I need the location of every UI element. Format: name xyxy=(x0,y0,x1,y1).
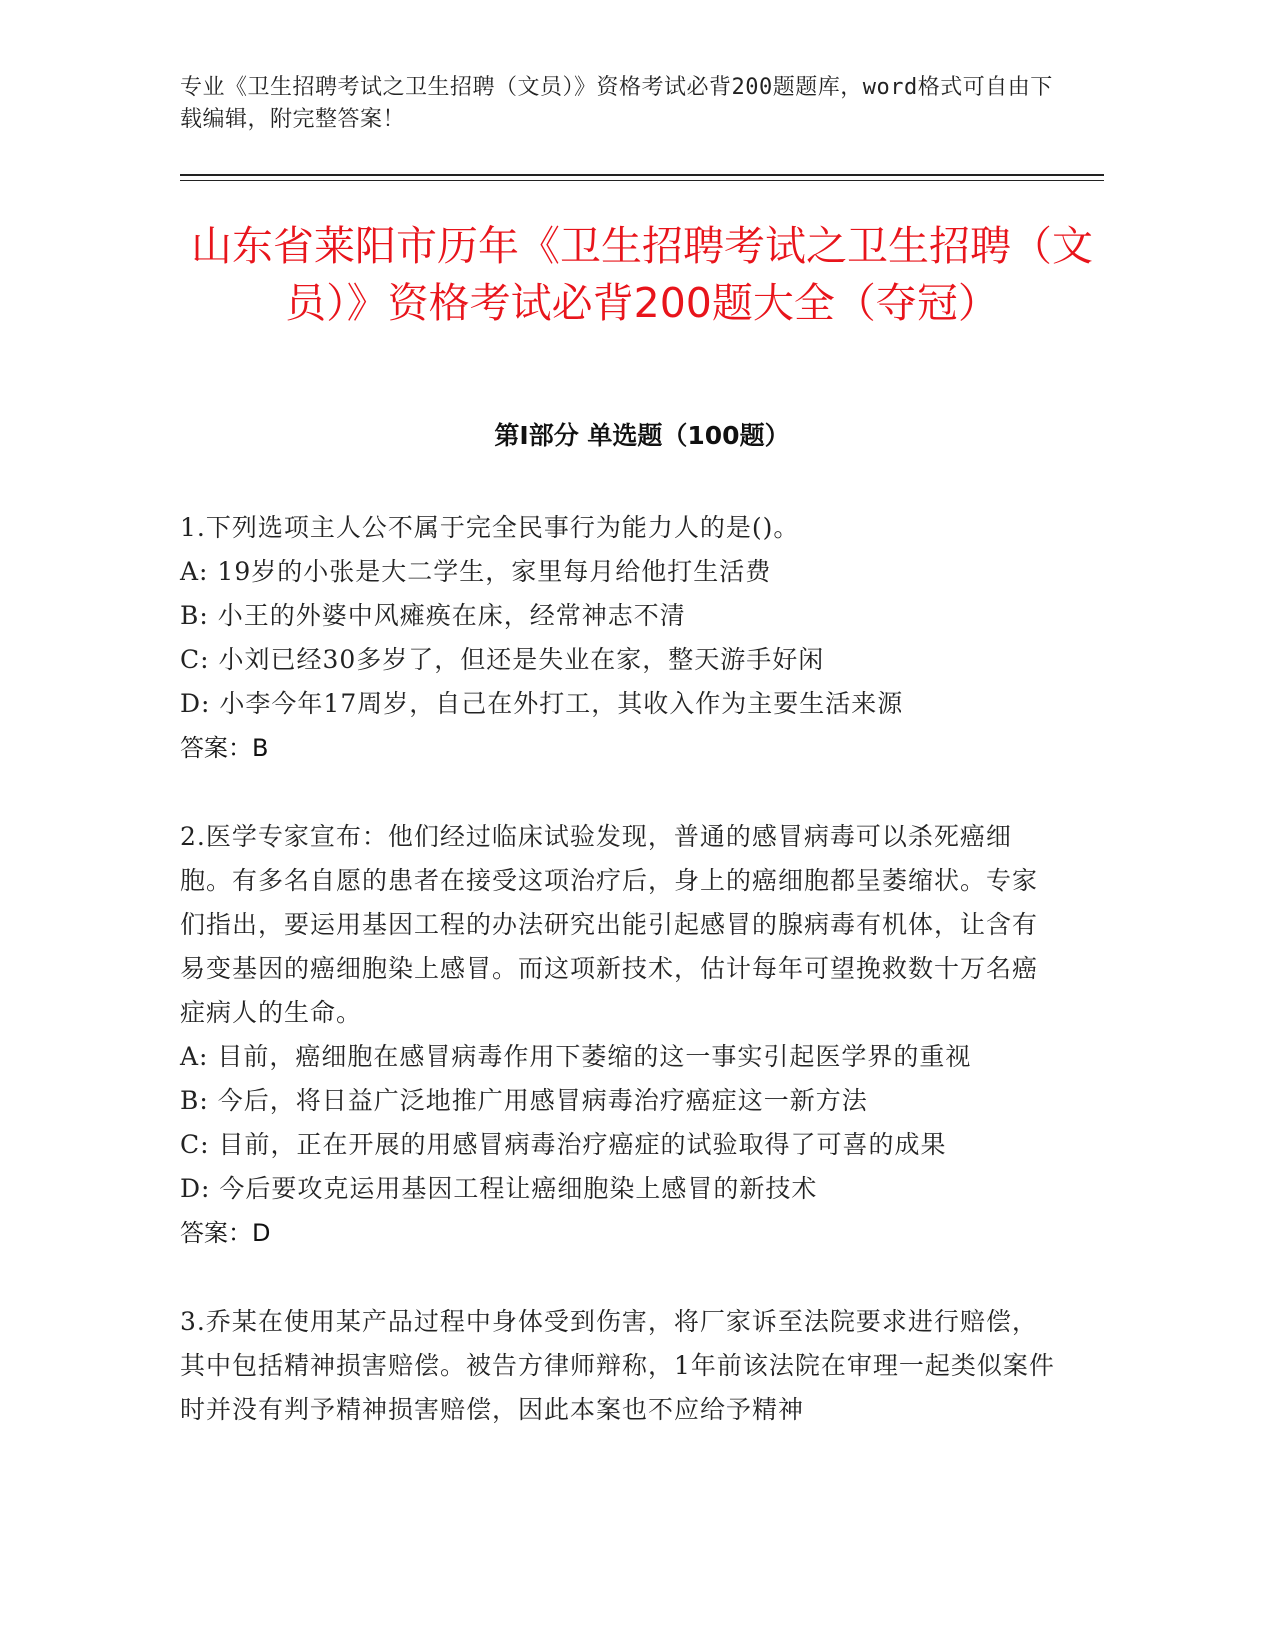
question-text: 2.医学专家宣布：他们经过临床试验发现，普通的感冒病毒可以杀死癌细胞。有多名自愿的患者在接受这项治疗后，身上的癌细胞都呈萎缩状。专家们指出，要运用基因工程的办法研究出能引起感冒的腺病毒有机体，让含有易变基因的癌细胞染上感冒。而这项新技术，估计每年可望挽救数十万名癌症病人的生命。 xyxy=(180,822,1039,1027)
header-divider-thin xyxy=(180,180,1104,181)
question-text: 3.乔某在使用某产品过程中身体受到伤害，将厂家诉至法院要求进行赔偿，其中包括精神损害赔偿。被告方律师辩称，1年前该法院在审理一起类似案件时并没有判予精神损害赔偿，因此本案也不应给予精神 xyxy=(180,1307,1055,1424)
question-text: 1.下列选项主人公不属于完全民事行为能力人的是()。 xyxy=(180,513,800,542)
section-heading: 第Ⅰ部分 单选题（100题） xyxy=(494,421,790,450)
answer-line: 答案：D xyxy=(180,1219,271,1247)
header-note: 专业《卫生招聘考试之卫生招聘（文员）》资格考试必背200题题库，word格式可自由下载编辑，附完整答案！ xyxy=(180,75,1053,132)
question-list xyxy=(180,506,1060,1477)
option-a: A: 19岁的小张是大二学生，家里每月给他打生活费 xyxy=(180,557,772,586)
option-b: B: 小王的外婆中风瘫痪在床，经常神志不清 xyxy=(180,601,686,630)
option-d: D: 小李今年17周岁，自己在外打工，其收入作为主要生活来源 xyxy=(180,689,904,718)
document-title: 山东省莱阳市历年《卫生招聘考试之卫生招聘（文员）》资格考试必背200题大全（夺冠） xyxy=(191,222,1093,327)
option-a: A: 目前，癌细胞在感冒病毒作用下萎缩的这一事实引起医学界的重视 xyxy=(180,1042,972,1071)
option-b: B: 今后，将日益广泛地推广用感冒病毒治疗癌症这一新方法 xyxy=(180,1086,868,1115)
header-divider-thick xyxy=(180,174,1104,176)
question-item xyxy=(180,1300,1060,1432)
option-d: D: 今后要攻克运用基因工程让癌细胞染上感冒的新技术 xyxy=(180,1174,818,1203)
answer-line: 答案：B xyxy=(180,734,269,762)
question-item xyxy=(180,506,1060,770)
question-item xyxy=(180,815,1060,1255)
option-c: C: 小刘已经30多岁了，但还是失业在家，整天游手好闲 xyxy=(180,645,825,674)
option-c: C: 目前，正在开展的用感冒病毒治疗癌症的试验取得了可喜的成果 xyxy=(180,1130,947,1159)
